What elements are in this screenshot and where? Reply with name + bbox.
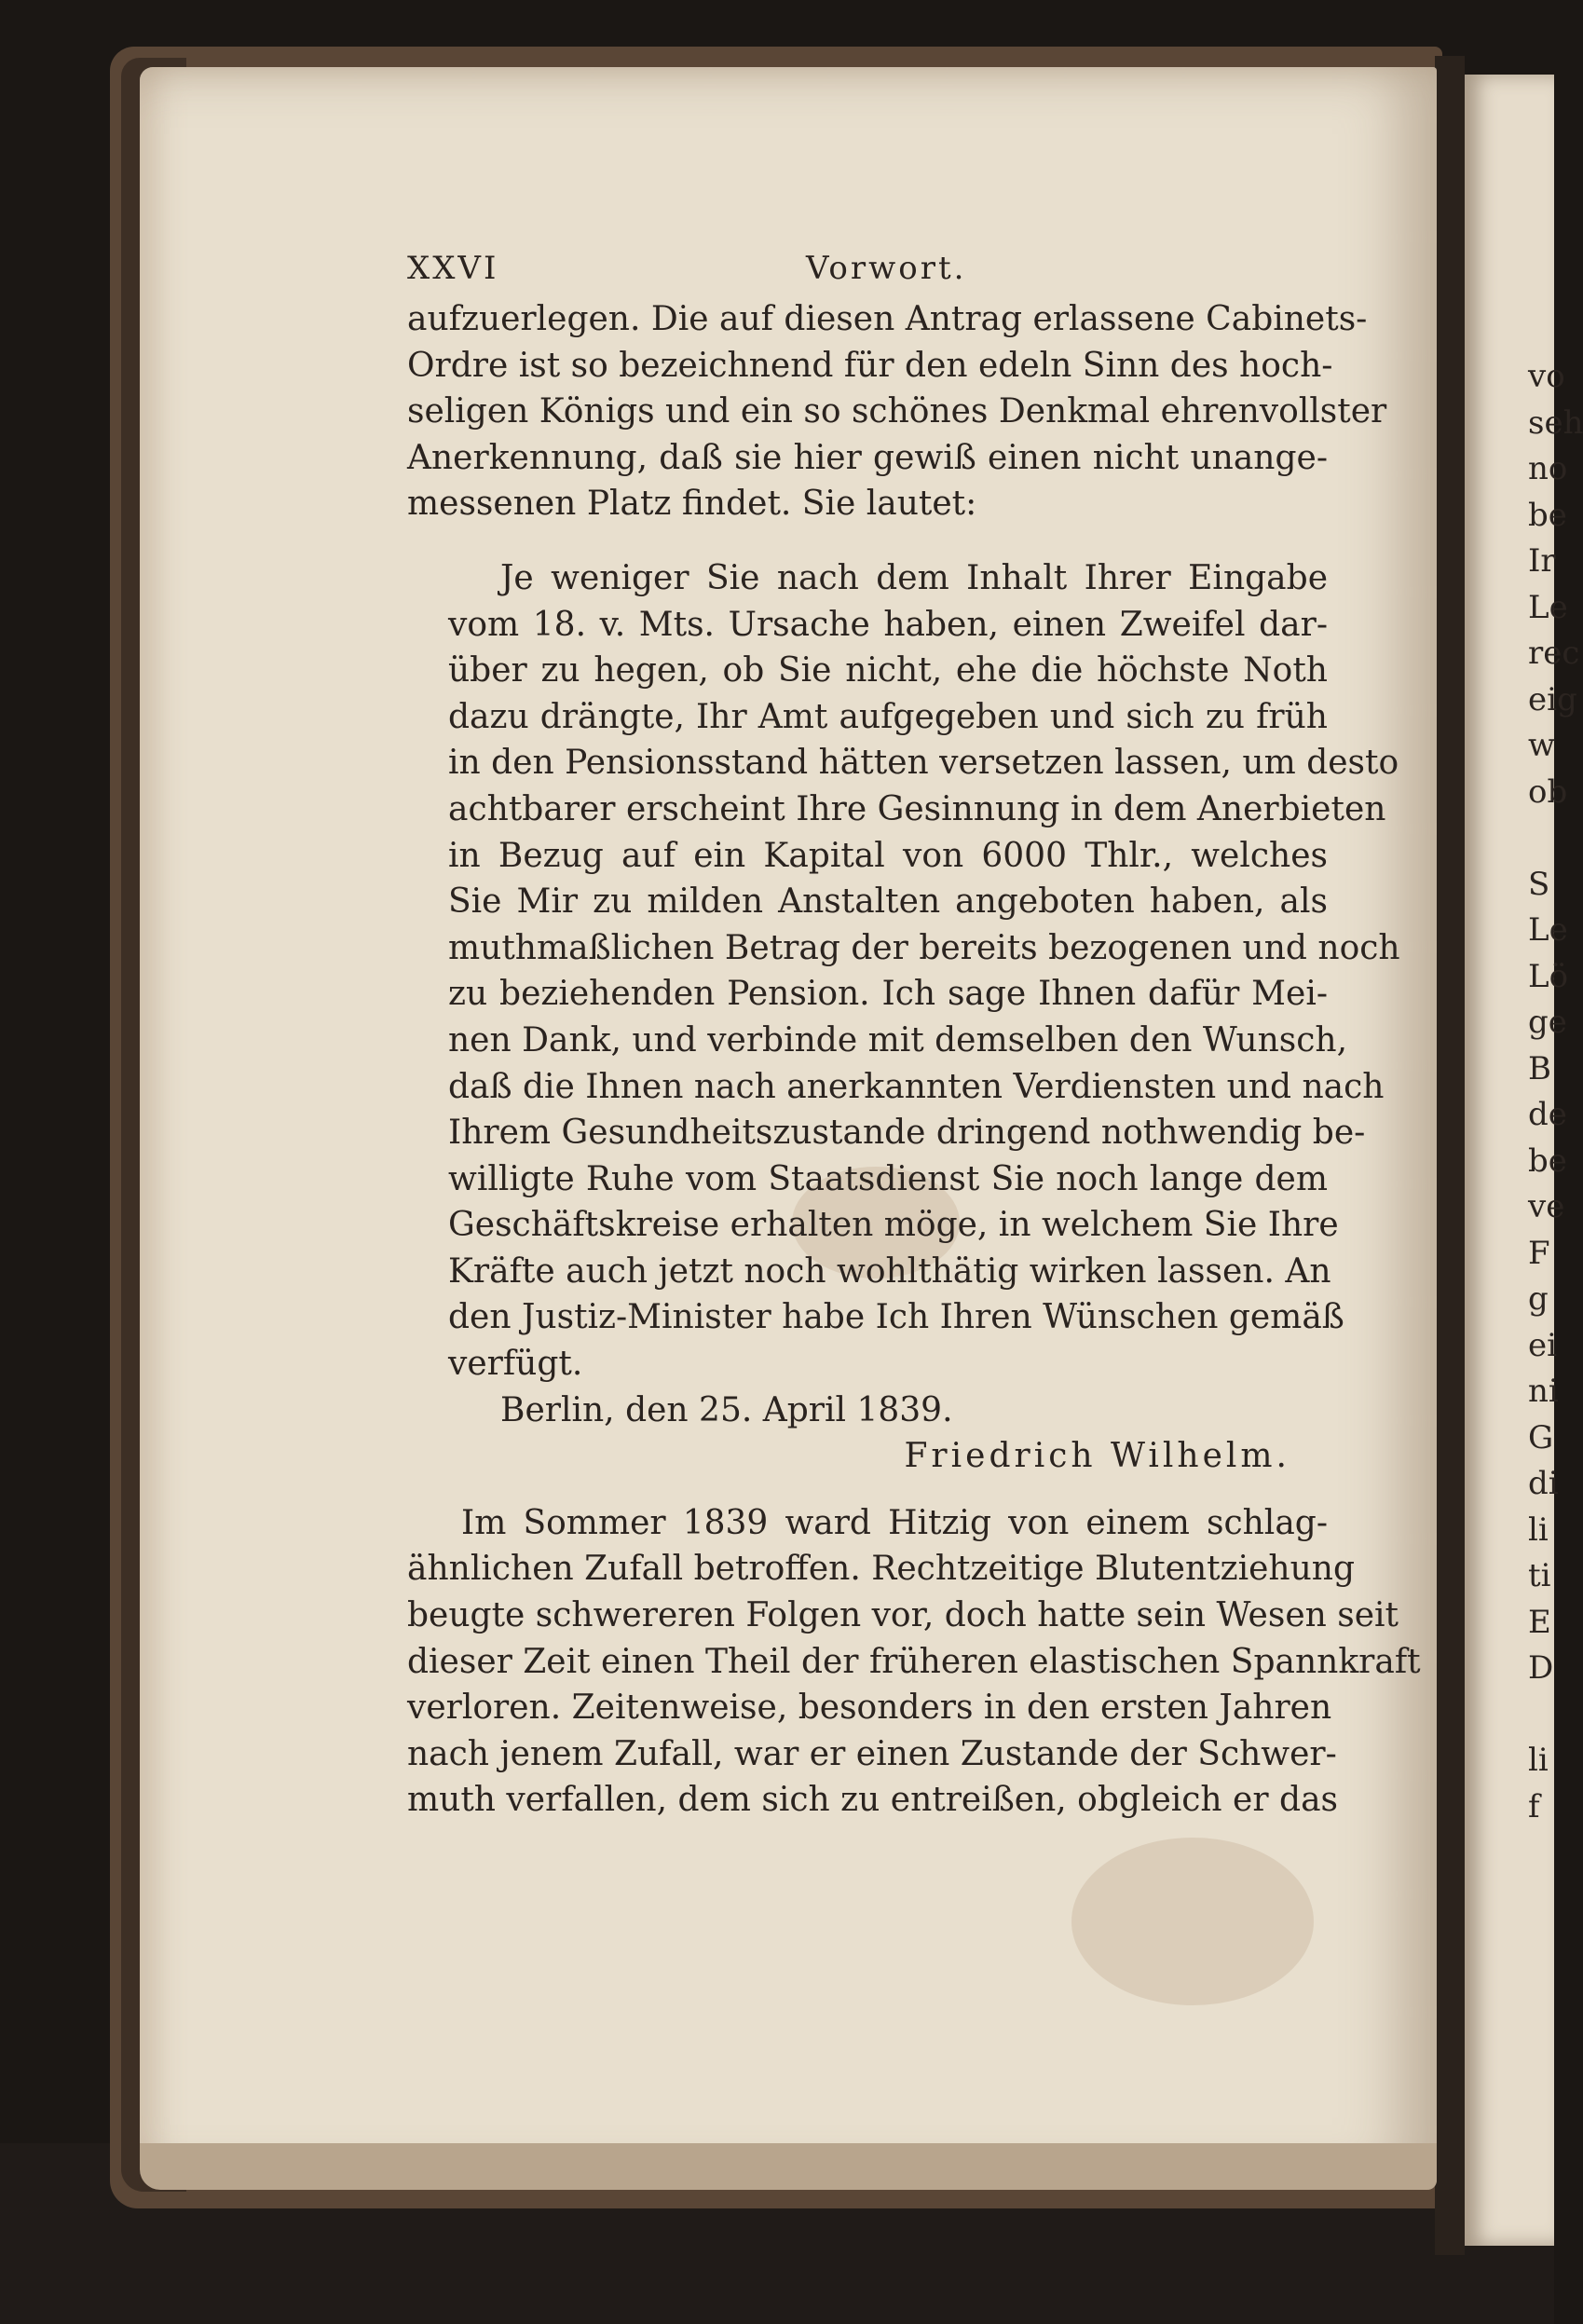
facing-page-fragment: Ir <box>1528 542 1556 580</box>
text-line: den Justiz-Minister habe Ich Ihren Wünschen gemäß <box>448 1298 1344 1337</box>
paragraph-2 <box>407 1500 1421 1824</box>
signature: Friedrich Wilhelm. <box>904 1437 1290 1476</box>
text-line: nach jenem Zufall, war er einen Zustande der Schwer- <box>407 1734 1337 1773</box>
text-line: nen Dank, und verbinde mit demselben den Wunsch, <box>448 1020 1348 1059</box>
facing-page-fragment: ei <box>1528 1326 1557 1364</box>
facing-page-fragment: B <box>1528 1049 1551 1087</box>
facing-page-fragment: Le <box>1528 588 1568 626</box>
text-line: Geschäftskreise erhalten möge, in welchem Sie Ihre <box>448 1206 1339 1245</box>
facing-page-fragment: f <box>1528 1787 1540 1825</box>
facing-page-fragment: rec <box>1528 635 1580 672</box>
text-line: muth verfallen, dem sich zu entreißen, obgleich er das <box>407 1781 1338 1820</box>
text-line: ähnlichen Zufall betroffen. Rechtzeitige Blutentziehung <box>407 1550 1355 1589</box>
paper-stain <box>1071 1838 1314 2005</box>
text-line: messenen Platz findet. Sie lautet: <box>407 485 977 524</box>
facing-page-fragment: li <box>1528 1742 1549 1779</box>
page-bottom-edge <box>140 2143 1437 2190</box>
facing-page-fragment: w <box>1528 727 1556 764</box>
text-line: dazu drängte, Ihr Amt aufgegeben und sich zu früh <box>448 697 1328 736</box>
place-date: Berlin, den 25. April 1839. <box>500 1390 953 1429</box>
text-line: Kräfte auch jetzt noch wohlthätig wirken lassen. An <box>448 1251 1331 1291</box>
text-line: verfügt. <box>448 1345 583 1384</box>
page-header <box>407 250 1328 296</box>
facing-page-fragment: g <box>1528 1280 1549 1318</box>
text-line: verloren. Zeitenweise, besonders in den ersten Jahren <box>407 1688 1332 1728</box>
text-line: seligen Königs und ein so schönes Denkmal ehrenvollster <box>407 392 1387 431</box>
facing-page-fragment: ge <box>1528 1004 1567 1041</box>
facing-page-fragment: Lö <box>1528 957 1569 995</box>
facing-page-fragment: ve <box>1528 1188 1565 1225</box>
text-line: dieser Zeit einen Theil der früheren elastischen Spannkraft <box>407 1642 1421 1681</box>
facing-page-fragment <box>1528 1692 1554 1739</box>
text-line: zu beziehenden Pension. Ich sage Ihnen dafür Mei- <box>448 975 1328 1014</box>
page-gutter <box>1435 56 1465 2255</box>
text-line: beugte schwereren Folgen vor, doch hatte sein Wesen seit <box>407 1596 1399 1635</box>
facing-page-fragment: ni <box>1528 1373 1559 1410</box>
facing-page-fragment: di <box>1528 1465 1559 1502</box>
text-line: daß die Ihnen nach anerkannten Verdiensten und nach <box>448 1067 1385 1106</box>
text-line: in den Pensionsstand hätten versetzen lassen, um desto <box>448 744 1399 783</box>
quoted-cabinet-order <box>407 555 1400 1388</box>
text-line: willigte Ruhe vom Staatsdienst Sie noch lange dem <box>448 1159 1328 1198</box>
facing-page-fragment <box>1528 815 1554 862</box>
facing-page-fragment: ti <box>1528 1557 1551 1594</box>
facing-page-fragment: F <box>1528 1234 1550 1272</box>
facing-page-fragment: D <box>1528 1649 1554 1687</box>
facing-page-fragment: E <box>1528 1603 1551 1641</box>
facing-page-fragment: be <box>1528 496 1567 534</box>
facing-page-text <box>1528 354 1583 1830</box>
page-text <box>407 250 1421 1824</box>
facing-page-fragment: no <box>1528 450 1568 487</box>
text-line: vom 18. v. Mts. Ursache haben, einen Zweifel dar- <box>448 605 1328 644</box>
facing-page-fragment: be <box>1528 1141 1567 1180</box>
text-line: Ordre ist so bezeichnend für den edeln Sinn des hoch- <box>407 346 1333 385</box>
text-line: Ihrem Gesundheitszustande dringend nothwendig be- <box>448 1114 1366 1153</box>
facing-page-fragment: G <box>1528 1418 1554 1456</box>
facing-page-fragment: de <box>1528 1096 1567 1133</box>
paragraph-1 <box>407 296 1387 527</box>
facing-page-fragment: eig <box>1528 680 1577 718</box>
text-line: Anerkennung, daß sie hier gewiß einen nicht unange- <box>407 438 1328 477</box>
text-line: Je weniger Sie nach dem Inhalt Ihrer Eingabe <box>500 558 1328 597</box>
page-number: XXVI <box>407 250 499 287</box>
facing-page-fragment: ob <box>1528 772 1568 811</box>
facing-page-fragment: vo <box>1528 358 1565 395</box>
facing-page-fragment: seh <box>1528 403 1583 442</box>
facing-page-fragment: Le <box>1528 911 1568 949</box>
facing-page-fragment: li <box>1528 1511 1549 1549</box>
text-line: Im Sommer 1839 ward Hitzig von einem schlag- <box>461 1503 1328 1542</box>
text-line: aufzuerlegen. Die auf diesen Antrag erlassene Cabinets- <box>407 300 1368 338</box>
text-line: achtbarer erscheint Ihre Gesinnung in dem Anerbieten <box>448 789 1386 828</box>
facing-page-fragment: S <box>1528 865 1550 903</box>
text-line: muthmaßlichen Betrag der bereits bezogenen und noch <box>448 928 1400 967</box>
running-head: Vorwort. <box>806 250 967 287</box>
text-line: Sie Mir zu milden Anstalten angeboten haben, als <box>448 882 1328 922</box>
text-line: in Bezug auf ein Kapital von 6000 Thlr., welches <box>448 836 1328 875</box>
text-line: über zu hegen, ob Sie nicht, ehe die höchste Noth <box>448 651 1328 690</box>
